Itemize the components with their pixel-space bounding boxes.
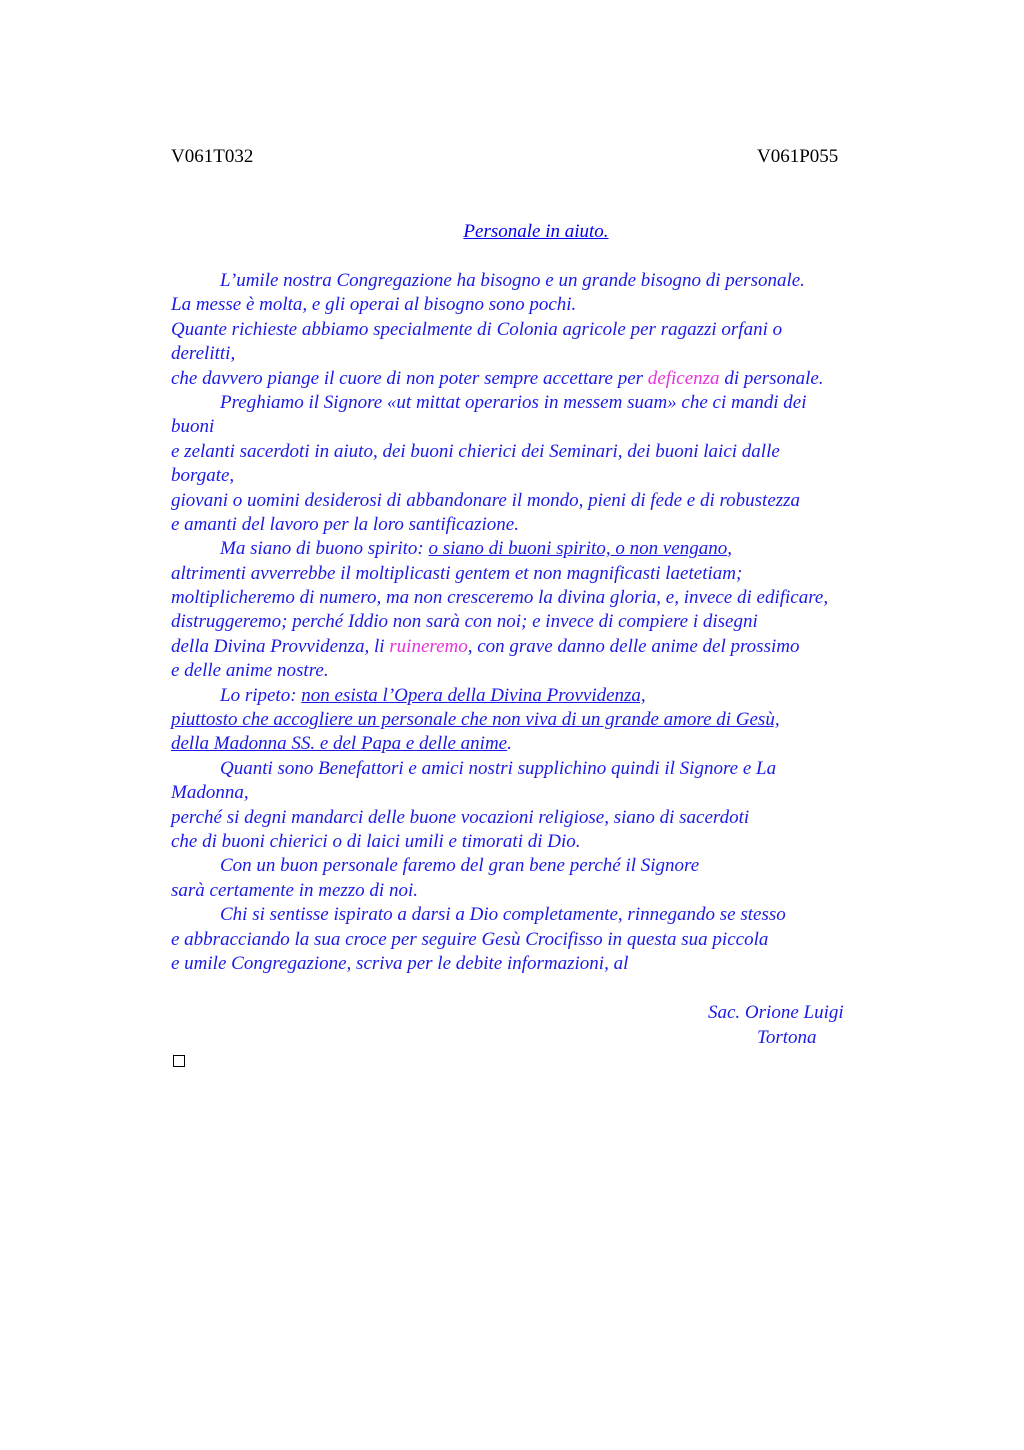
text-segment: , con grave danno delle anime del prossimo bbox=[467, 635, 800, 657]
text-segment: della Divina Provvidenza, li bbox=[171, 635, 390, 657]
text-line: Preghiamo il Signore «ut mittat operarios in messem suam» che ci mandi dei bbox=[220, 391, 807, 413]
document-code-right: V061P055 bbox=[757, 146, 839, 167]
text-segment: di personale. bbox=[719, 367, 824, 389]
text-line: e zelanti sacerdoti in aiuto, dei buoni chierici dei Seminari, dei buoni laici dalle bbox=[171, 440, 780, 462]
text-line: La messe è molta, e gli operai al bisogno sono pochi. bbox=[171, 294, 577, 316]
text-line: e umile Congregazione, scriva per le debite informazioni, al bbox=[171, 952, 629, 974]
document-body bbox=[171, 269, 931, 976]
text-segment: . bbox=[507, 733, 512, 755]
text-line: Quante richieste abbiamo specialmente di Colonia agricole per ragazzi orfani o bbox=[171, 318, 783, 340]
text-line: derelitti, bbox=[171, 343, 236, 365]
text-line: borgate, bbox=[171, 465, 235, 487]
text-line: Quanti sono Benefattori e amici nostri supplichino quindi il Signore e La bbox=[220, 757, 777, 779]
text-line: moltiplicheremo di numero, ma non cresceremo la divina gloria, e, invece di edificare, bbox=[171, 587, 829, 609]
text-line: e abbracciando la sua croce per seguire Gesù Crocifisso in questa sua piccola bbox=[171, 928, 769, 950]
text-line: altrimenti avverrebbe il moltiplicasti gentem et non magnificasti laetetiam; bbox=[171, 562, 743, 584]
signature-place: Tortona bbox=[757, 1027, 817, 1048]
underlined-text: piuttosto che accogliere un personale che non viva di un grande amore di Gesù, bbox=[171, 709, 780, 731]
text-line bbox=[171, 367, 931, 391]
text-line bbox=[171, 732, 931, 756]
text-line bbox=[171, 635, 931, 659]
end-square-icon bbox=[173, 1055, 185, 1067]
text-segment: Ma siano di buono spirito: bbox=[220, 538, 429, 560]
signature-name: Sac. Orione Luigi bbox=[708, 1002, 844, 1023]
text-segment: , bbox=[727, 538, 732, 560]
text-line: distruggeremo; perché Iddio non sarà con noi; e invece di compiere i disegni bbox=[171, 611, 758, 633]
underlined-text: della Madonna SS. e del Papa e delle anime bbox=[171, 733, 508, 755]
text-segment: che davvero piange il cuore di non poter sempre accettare per bbox=[171, 367, 648, 389]
text-line: buoni bbox=[171, 416, 215, 438]
text-line: Madonna, bbox=[171, 782, 249, 804]
text-line bbox=[171, 708, 931, 732]
text-line bbox=[171, 537, 931, 561]
underlined-text: o siano di buoni spirito, o non vengano bbox=[428, 538, 728, 560]
text-line: che di buoni chierici o di laici umili e timorati di Dio. bbox=[171, 830, 581, 852]
text-line: L’umile nostra Congregazione ha bisogno e un grande bisogno di personale. bbox=[220, 270, 805, 291]
text-line: sarà certamente in mezzo di noi. bbox=[171, 879, 418, 901]
underlined-text: non esista l’Opera della Divina Provvidenza, bbox=[301, 684, 646, 706]
text-line bbox=[171, 684, 931, 708]
text-line: e delle anime nostre. bbox=[171, 660, 329, 682]
document-title: Personale in aiuto. bbox=[463, 221, 609, 242]
text-segment: Lo ripeto: bbox=[220, 684, 302, 706]
text-line: e amanti del lavoro per la loro santificazione. bbox=[171, 513, 519, 535]
text-line: giovani o uomini desiderosi di abbandonare il mondo, pieni di fede e di robustezza bbox=[171, 489, 801, 511]
text-line: Chi si sentisse ispirato a darsi a Dio completamente, rinnegando se stesso bbox=[220, 904, 786, 926]
document-code-left: V061T032 bbox=[171, 146, 254, 167]
highlighted-word: deficenza bbox=[647, 367, 720, 389]
highlighted-word: ruineremo bbox=[389, 635, 468, 657]
text-line: perché si degni mandarci delle buone vocazioni religiose, siano di sacerdoti bbox=[171, 806, 750, 828]
text-line: Con un buon personale faremo del gran bene perché il Signore bbox=[220, 855, 700, 877]
